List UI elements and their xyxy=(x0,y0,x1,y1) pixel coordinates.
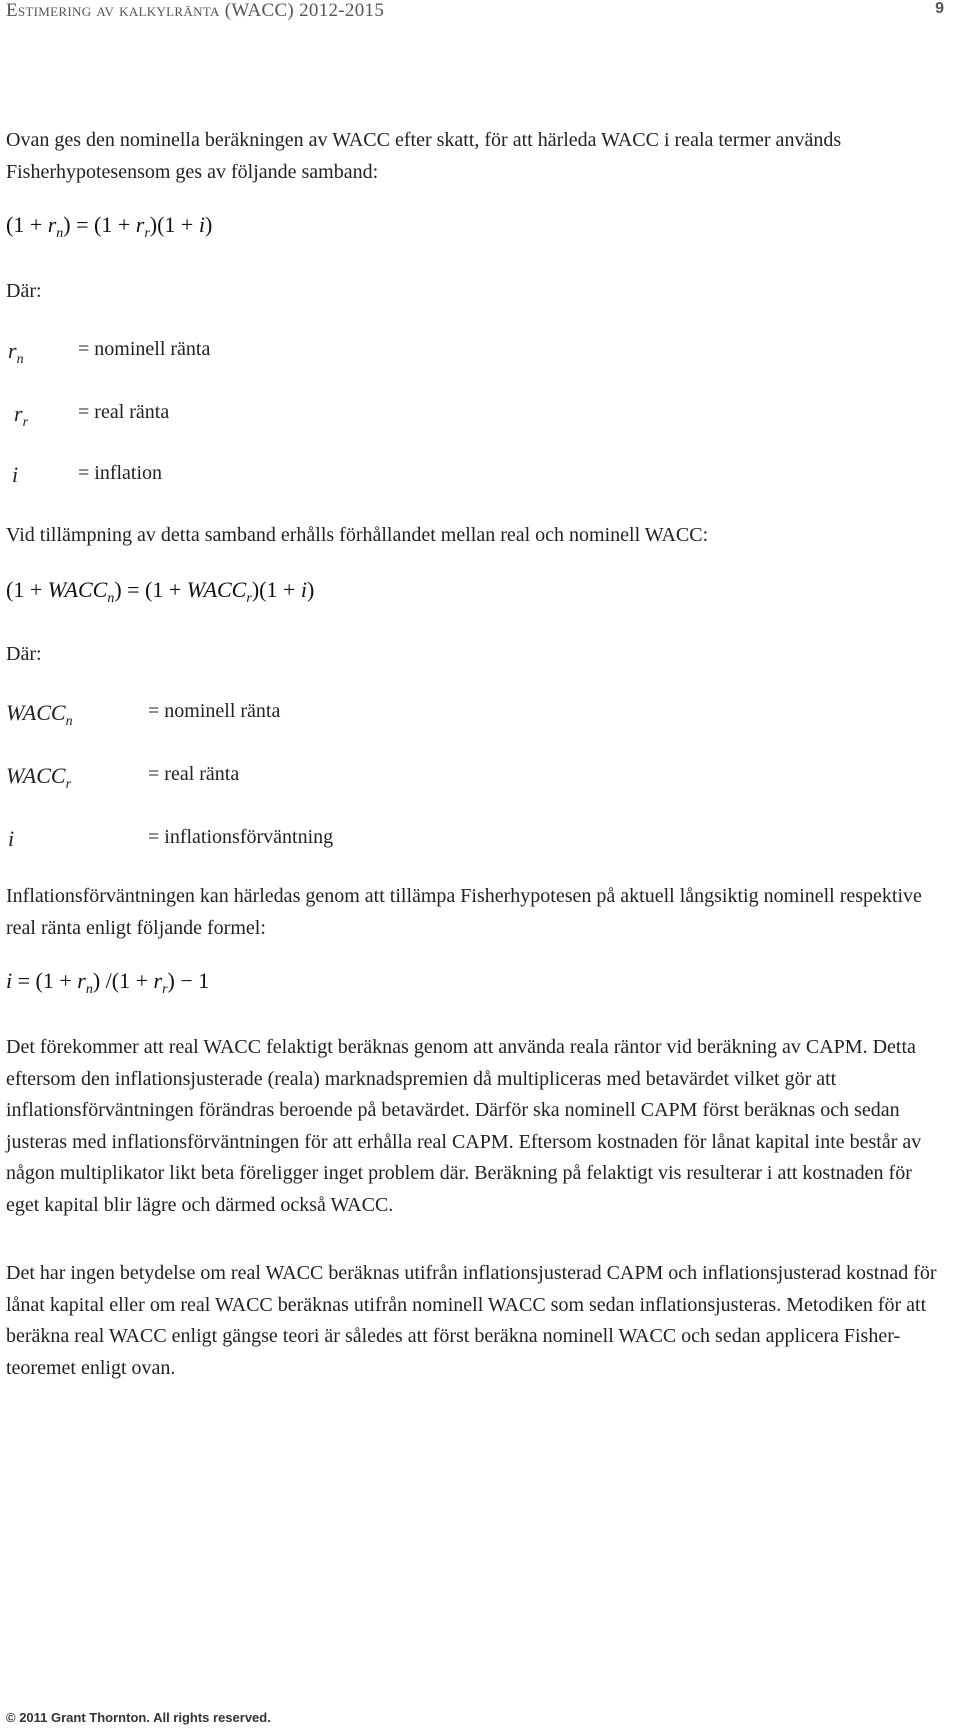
variable-symbol: $r_r$ xyxy=(14,401,29,430)
where-label-1: Där: xyxy=(6,280,42,302)
copyright-footer: © 2011 Grant Thornton. All rights reserved. xyxy=(6,1710,271,1725)
wacc-relation-paragraph: Vid tillämpning av detta samband erhålls förhållandet mellan real och nominell WACC: xyxy=(6,524,709,546)
variable-description: = inflation xyxy=(78,462,163,484)
definition-row-real-wacc xyxy=(0,763,960,797)
definition-row-inflation-expectation xyxy=(0,826,960,860)
where-label-2: Där: xyxy=(6,643,42,665)
variable-description: = nominell ränta xyxy=(148,700,281,722)
method-paragraph: Det har ingen betydelse om real WACC beräknas utifrån inflationsjusterad CAPM och inflationsjusterad kostnad för lånat kapital eller om real WACC beräknas utifrån nominell WACC som sedan inflationsjusteras. Metodiken för att beräkna real WACC enligt gängse teori är således att först beräkna nominell WACC och sedan applicera Fisher-teoremet enligt ovan. xyxy=(6,1262,937,1379)
wacc-fisher-formula: $(1 + WACC_n) = (1$ + $WACC_r)(1 + i)$ xyxy=(6,577,315,606)
variable-symbol: i xyxy=(8,826,15,851)
intro-paragraph: Ovan ges den nominella beräkningen av WACC efter skatt, för att härleda WACC i reala termer används Fisherhypotesensom ges av följande samband: xyxy=(6,129,842,183)
variable-description: = nominell ränta xyxy=(78,338,211,360)
fisher-formula: $(1 + r_n) = (1 + r_r)(1 + i)$ xyxy=(6,212,213,241)
capm-paragraph: Det förekommer att real WACC felaktigt beräknas genom att använda reala räntor vid beräkning av CAPM. Detta eftersom den inflationsjusterade (reala) marknadspremien då multipliceras med betavärdet vilket gör att inflationsförväntningen förändras beroende på betavärdet. Därför ska nominell CAPM först beräknas och sedan justeras med inflationsförväntningen för att erhålla real CAPM. Eftersom kostnaden för lånat kapital inte består av någon multiplikator likt beta föreligger inget problem där. Beräkning på felaktigt vis resulterar i att kostnaden för eget kapital blir lägre och därmed också WACC. xyxy=(6,1036,922,1216)
variable-symbol: $WACC_n$ xyxy=(6,700,73,729)
running-header-title: Estimering av kalkylränta (WACC) 2012-2015 xyxy=(6,0,385,21)
definition-row-inflation xyxy=(0,462,960,496)
inflation-formula: $i = (1 + r_n)$ $/(1 + r_r) - 1$ xyxy=(6,968,210,997)
inflation-expectation-paragraph: Inflationsförväntningen kan härledas genom att tillämpa Fisherhypotesen på aktuell långsiktig nominell respektive real ränta enligt följande formel: xyxy=(6,885,922,939)
variable-description: = real ränta xyxy=(148,763,240,785)
definition-row-real-rate xyxy=(0,401,960,435)
definition-row-nominal-wacc xyxy=(0,700,960,734)
variable-description: = inflationsförväntning xyxy=(148,826,334,848)
variable-description: = real ränta xyxy=(78,401,170,423)
definition-row-nominal-rate xyxy=(0,338,960,372)
variable-symbol: $r_n$ xyxy=(8,338,24,367)
page-number: 9 xyxy=(935,0,944,17)
variable-symbol: $WACC_r$ xyxy=(6,763,72,792)
variable-symbol: i xyxy=(12,462,19,487)
